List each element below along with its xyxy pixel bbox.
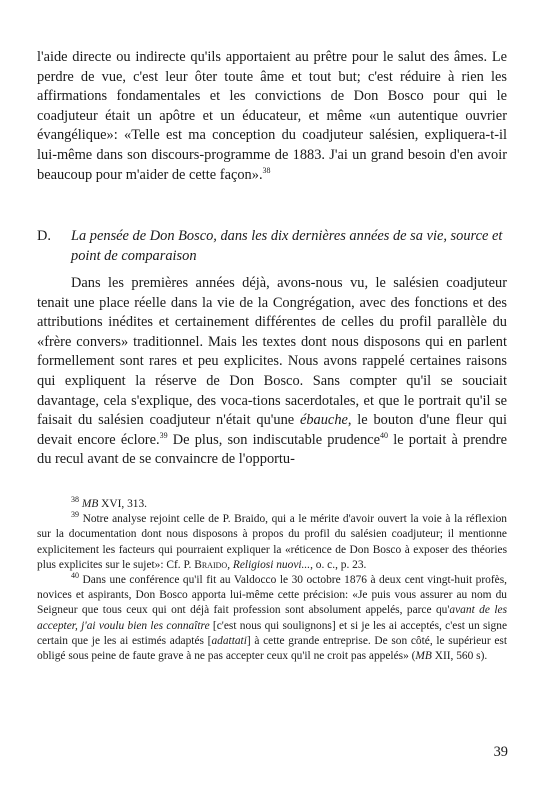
footnote-separator: , bbox=[227, 558, 233, 571]
paragraph-2-part-d: le portait à prendre du recul avant de se convaincre de l'opportu- bbox=[37, 431, 507, 468]
page-number: 39 bbox=[493, 744, 508, 760]
footnote-text: XVI, 313. bbox=[98, 498, 148, 510]
footnote-ref-40: 40 bbox=[380, 430, 389, 440]
paragraph-2 bbox=[37, 274, 507, 470]
section-body bbox=[37, 274, 507, 470]
paragraph-2-part-c: De plus, son indiscutable prudence bbox=[167, 431, 381, 448]
footnote-text-b: [c'est nous qui soulignons] et si je les ai acceptés, c'est un signe certain que je les ai estimés adaptés [ bbox=[37, 619, 507, 647]
section-heading-d bbox=[37, 227, 507, 266]
paragraph-continuation bbox=[37, 48, 507, 185]
footnote-number: 39 bbox=[71, 510, 79, 520]
author-name: Braido bbox=[194, 558, 228, 571]
footnote-text-c: ] à cette grande entreprise. De son côté, le supérieur est obligé sous peine de faute grave à ne pas accepter ceux qu'il ne croit pas appelés» ( bbox=[37, 634, 507, 663]
footnote-text-end: XII, 560 s). bbox=[431, 650, 488, 663]
footnote-38 bbox=[37, 497, 507, 512]
footnote-40 bbox=[37, 573, 507, 664]
footnote-ref-38: 38 bbox=[262, 165, 271, 175]
footnote-text-end: , o. c., p. 23. bbox=[310, 558, 367, 571]
paragraph-1-text: l'aide directe ou indirecte qu'ils apportaient au prêtre pour le salut des âmes. Le perdre de vue, c'est leur ôter toute âme et tout but; c'est réduire à rien les affirmations fondamentales et les convictions de Don Bosco pour qui le coadjuteur était un apôtre et un éducateur, et même «un autentique ouvrier évangélique»: «Telle est ma conception du coadjuteur salésien, expliquera-t-il lui-même dans son discours-programme de 1883. J'ai un grand besoin d'en avoir beaucoup pour m'aider de cette façon». bbox=[37, 49, 507, 183]
emphasis-ebauche: ébauche bbox=[299, 412, 348, 429]
paragraph-2-part-b: , le bouton d'une fleur qui devait encore éclore. bbox=[37, 412, 507, 448]
footnote-text-a: Dans une conférence qu'il fit au Valdocco le 30 octobre 1876 à deux cent vingt-huit profès, novices et aspirants, Don Bosco apporta lui-même cette précision: «Je puis vous assurer au nom du Seigneur que tous ceux qui ont déjà fait profession sont absolument appelés, parce qu' bbox=[37, 574, 507, 617]
footnote-39 bbox=[37, 512, 507, 573]
section-letter: D. bbox=[37, 228, 51, 244]
work-title: Religiosi nuovi... bbox=[232, 558, 311, 571]
section-title: La pensée de Don Bosco, dans les dix dernières années de sa vie, source et point de comparaison bbox=[71, 228, 503, 264]
emphasis-quote: avant de les accepter, j'ai voulu bien les connaître bbox=[37, 604, 508, 632]
footnotes bbox=[37, 497, 507, 664]
paragraph-1 bbox=[37, 48, 507, 185]
footnote-ref-39: 39 bbox=[159, 430, 168, 440]
source-abbrev: MB bbox=[81, 498, 99, 510]
footnote-text: Notre analyse rejoint celle de P. Braido, qui a le mérite d'avoir ouvert la voie à la réflexion sur la documentation dont nous disposons à propos du profil du salésien coadjuteur; il mentionne explicitement les facteurs qui pourraient expliquer la «réticence de Don Bosco à exposer des théories plus explicites sur le sujet»: Cf. P. bbox=[37, 513, 507, 571]
emphasis-adattati: adattati bbox=[211, 634, 247, 647]
paragraph-2-part-a: Dans les premières années déjà, avons-nous vu, le salésien coadjuteur tenait une place réelle dans la vie de la Congrégation, avec des fonctions et des attributions inédites et certainement différentes de celles du profil parallèle du «frère convers» traditionnel. Mais les textes dont nous disposons qui en parlent formellement sont rares et peu explicites. Nous avons rappelé certaines raisons qui expliquent la réserve de Don Bosco. Sans compter qu'il se souciait davantage, cela s'explique, des voca-tions sacerdotales, et que le portrait qu'il se faisait du salésien coadjuteur n'était qu'une bbox=[37, 275, 507, 429]
footnote-number: 40 bbox=[71, 571, 79, 581]
source-abbrev: MB bbox=[415, 650, 432, 663]
footnote-number: 38 bbox=[71, 495, 79, 505]
